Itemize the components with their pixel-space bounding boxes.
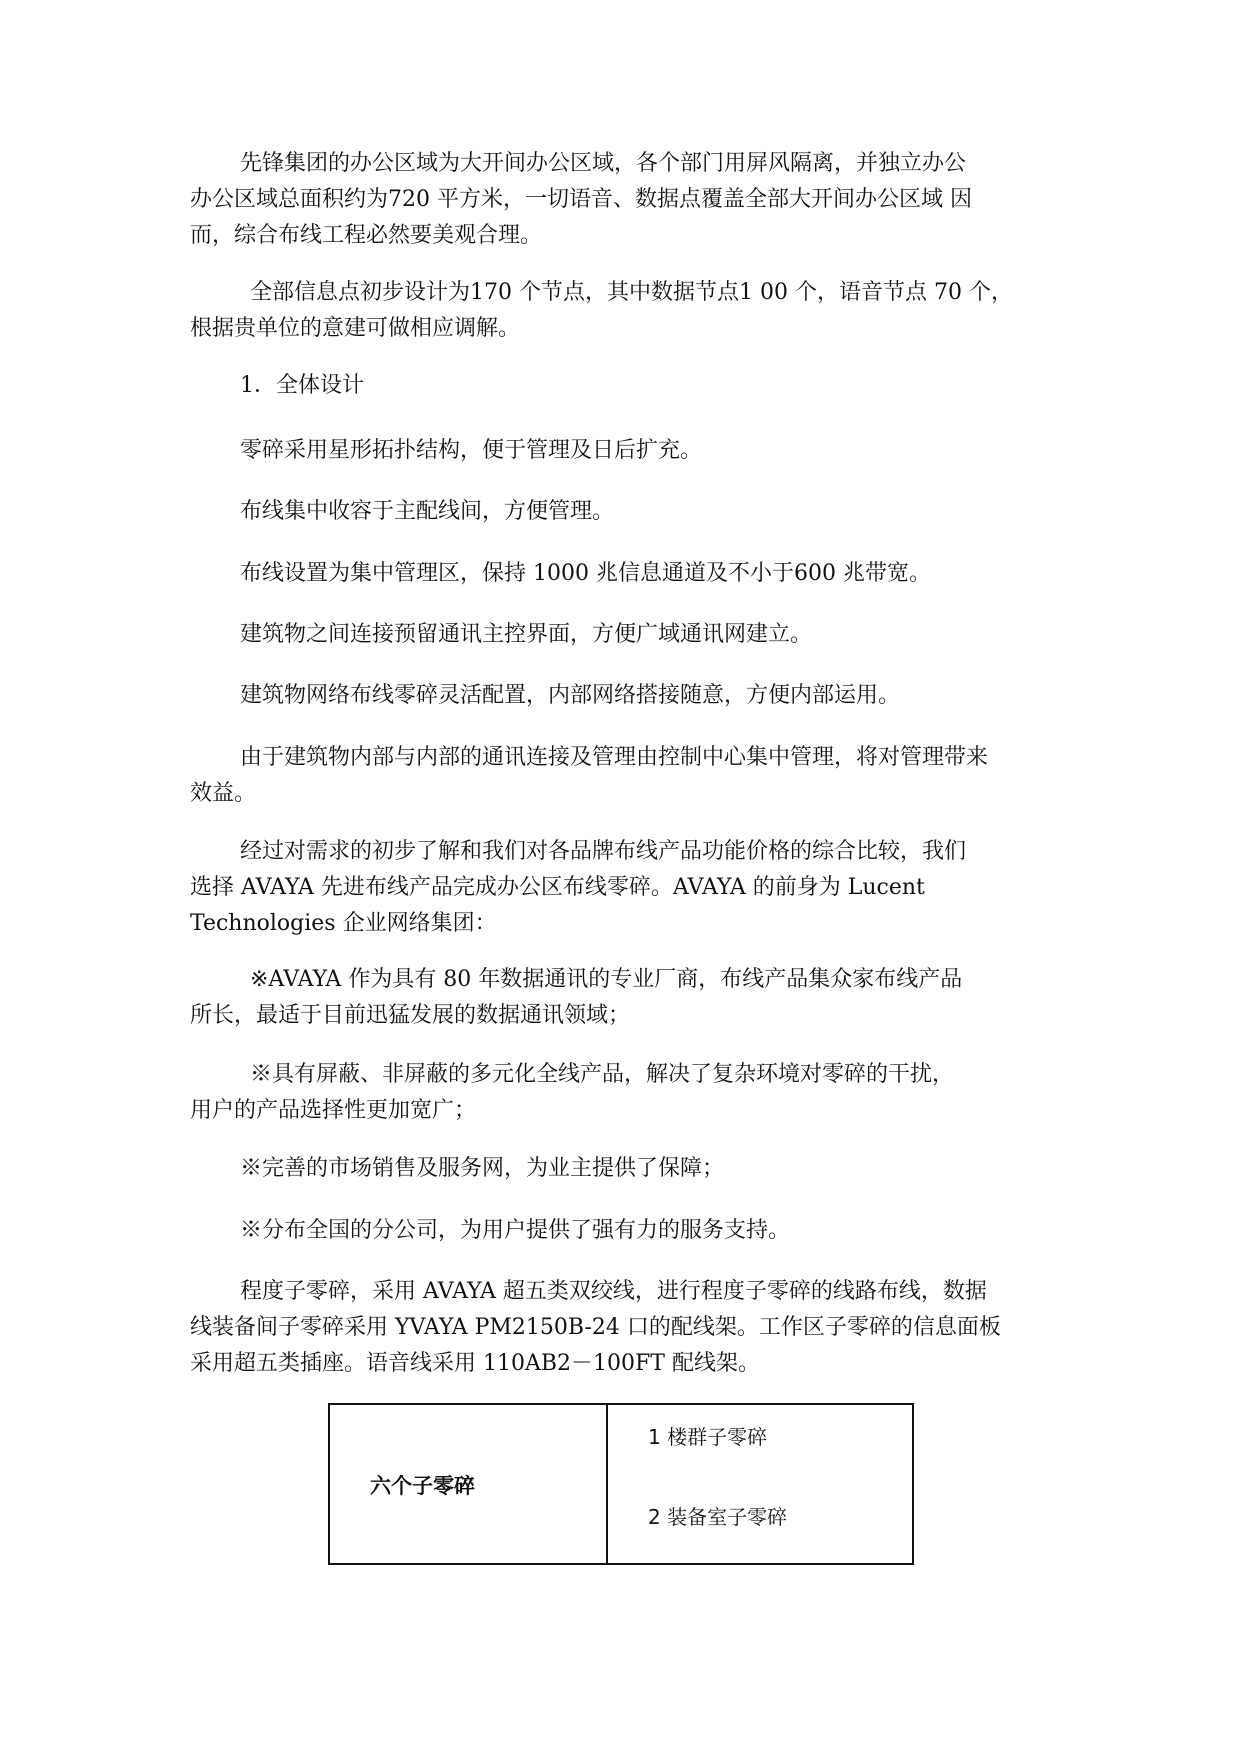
text-line: 布线集中收容于主配线间，方便管理。: [240, 499, 615, 524]
paragraph-flexible-config: [190, 678, 1054, 714]
paragraph-shielding: [190, 1057, 1054, 1129]
text-line: 建筑物网络布线零碎灵活配置，内部网络搭接随意，方便内部运用。: [240, 683, 901, 708]
subsystem-table-title: 六个子零碎: [370, 1474, 475, 1498]
text-line: 效益。: [190, 781, 257, 806]
paragraph-main-wiring: [190, 494, 1054, 530]
text-line: 所长，最适于目前迅猛发展的数据通讯领域；: [190, 1003, 631, 1028]
text-line: ※AVAYA 作为具有 80 年数据通讯的专业厂商，布线产品集众家布线产品: [250, 967, 963, 992]
text-line: 由于建筑物内部与内部的通讯连接及管理由控制中心集中管理，将对管理带来: [240, 745, 989, 770]
paragraph-management-area: [190, 556, 1054, 592]
text-line: ※完善的市场销售及服务网，为业主提供了保障；: [240, 1156, 725, 1181]
paragraph-interface: [190, 617, 1054, 653]
paragraph-control-center: [190, 740, 1054, 812]
text-line: 根据贵单位的意建可做相应调解。: [190, 316, 521, 341]
paragraph-info-points: [190, 275, 1054, 347]
text-line: 线装备间子零碎采用 YVAYA PM2150B-24 口的配线架。工作区子零碎的信息面板: [190, 1315, 1001, 1340]
text-line: 而，综合布线工程必然要美观合理。: [190, 223, 543, 248]
body-text: [190, 0, 1054, 1400]
text-line: 零碎采用星形拓扑结构，便于管理及日后扩充。: [240, 438, 703, 463]
text-line: ※分布全国的分公司，为用户提供了强有力的服务支持。: [240, 1218, 791, 1243]
paragraph-sales-network: [190, 1151, 1054, 1187]
text-line: 布线设置为集中管理区，保持 1000 兆信息通道及不小于600 兆带宽。: [240, 561, 931, 586]
subsystem-item: 1 楼群子零碎: [648, 1425, 768, 1449]
paragraph-office-area: [190, 146, 1054, 254]
paragraph-avaya-choice: [190, 834, 1054, 942]
text-line: ※具有屏蔽、非屏蔽的多元化全线产品，解决了复杂环境对零碎的干扰，: [250, 1062, 955, 1087]
subsystem-item: 2 装备室子零碎: [648, 1505, 788, 1529]
text-line: 先锋集团的办公区域为大开间办公区域，各个部门用屏风隔离，并独立办公: [240, 151, 967, 176]
text-line: 采用超五类插座。语音线采用 110AB2－100FT 配线架。: [190, 1351, 760, 1376]
text-line: Technologies 企业网络集团：: [190, 911, 497, 936]
text-line: 全部信息点初步设计为170 个节点，其中数据节点1 00 个，语音节点 70 个，: [250, 280, 1013, 305]
paragraph-avaya-experience: [190, 962, 1054, 1034]
text-line: 用户的产品选择性更加宽广；: [190, 1098, 477, 1123]
text-line: 程度子零碎，采用 AVAYA 超五类双绞线，进行程度子零碎的线路布线，数据: [240, 1279, 987, 1304]
text-line: 办公区域总面积约为720 平方米，一切语音、数据点覆盖全部大开间办公区域 因: [190, 187, 972, 212]
section-heading: [190, 368, 1054, 404]
text-line: 建筑物之间连接预留通讯主控界面，方便广域通讯网建立。: [240, 622, 813, 647]
subsystem-table: [328, 1403, 914, 1565]
text-line: 经过对需求的初步了解和我们对各品牌布线产品功能价格的综合比较，我们: [240, 839, 967, 864]
paragraph-star-topology: [190, 433, 1054, 469]
paragraph-branches: [190, 1213, 1054, 1249]
text-line: 选择 AVAYA 先进布线产品完成办公区布线零碎。AVAYA 的前身为 Lucent: [190, 875, 925, 900]
text-line: 1．全体设计: [240, 373, 364, 398]
subsystem-table-left-cell: [330, 1405, 608, 1563]
paragraph-horizontal-subsystem: [190, 1274, 1054, 1382]
